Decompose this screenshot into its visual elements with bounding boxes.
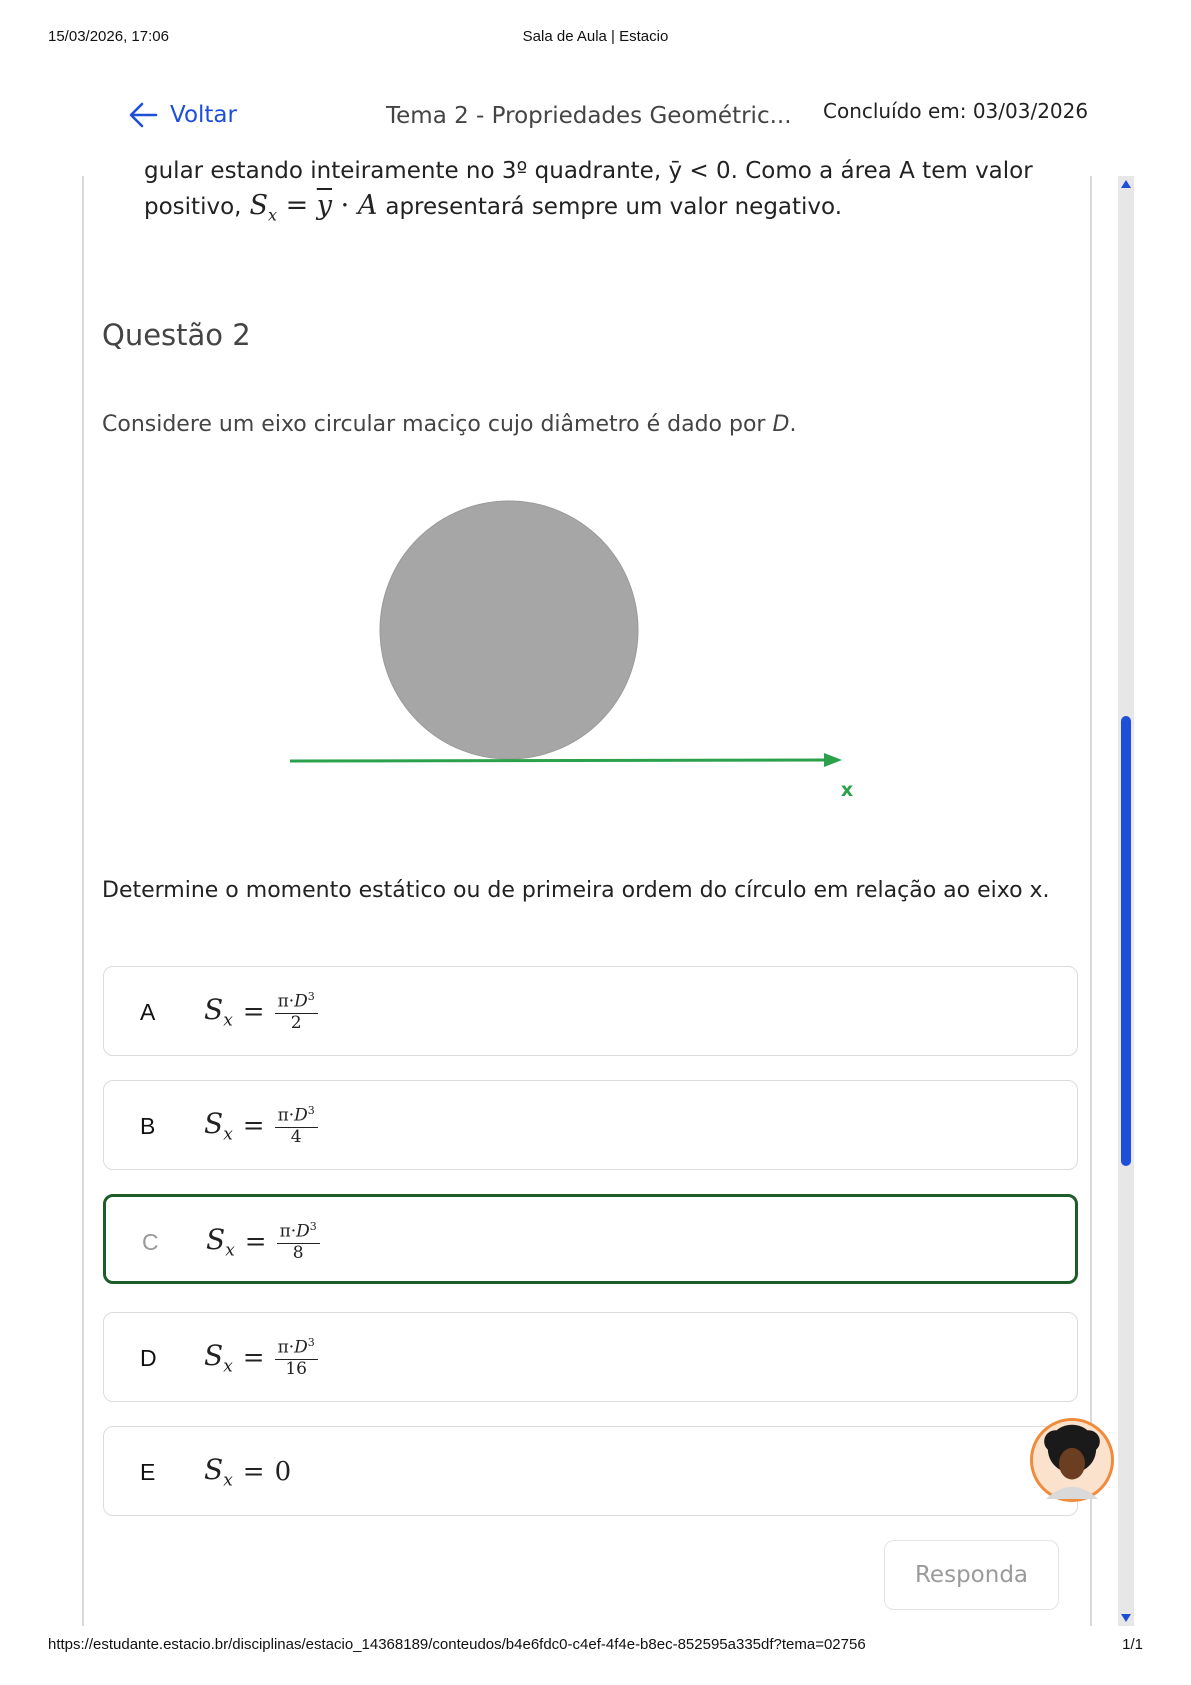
print-header	[48, 28, 1143, 50]
topic-title: Tema 2 - Propriedades Geométric...	[386, 103, 792, 129]
previous-answer-line-end: apresentará sempre um valor negativo.	[385, 194, 843, 220]
option-formula: $S_x$ = $\frac{\pi\cdot D^3}{8}$	[206, 1215, 320, 1269]
circle-on-axis-figure	[304, 496, 864, 816]
scroll-up-arrow-icon[interactable]	[1121, 180, 1131, 188]
option-formula: $S_x$ = $\frac{\pi\cdot D^3}{4}$	[204, 1099, 318, 1153]
completion-date: Concluído em: 03/03/2026	[823, 99, 1089, 123]
scroll-thumb[interactable]	[1121, 716, 1131, 1166]
option-a[interactable]	[103, 966, 1078, 1056]
content-panel	[82, 158, 1092, 1626]
person-avatar-icon	[1033, 1421, 1111, 1499]
question-statement: Considere um eixo circular maciço cujo diâmetro é dado por D.	[102, 412, 797, 437]
back-button-label: Voltar	[170, 102, 237, 128]
question-prompt: Determine o momento estático ou de primeira ordem do círculo em relação ao eixo x.	[102, 878, 1050, 903]
option-d[interactable]	[103, 1312, 1078, 1402]
answer-button[interactable]: Responda	[884, 1540, 1059, 1610]
option-letter: A	[140, 999, 156, 1025]
print-datetime: 15/03/2026, 17:06	[48, 28, 169, 45]
option-letter: C	[142, 1229, 159, 1255]
option-e[interactable]	[103, 1426, 1078, 1516]
option-letter: B	[140, 1113, 156, 1139]
x-axis-line	[290, 760, 828, 761]
option-letter: E	[140, 1459, 156, 1485]
assistant-avatar[interactable]	[1030, 1418, 1114, 1502]
arrow-left-icon	[128, 101, 158, 129]
option-formula: $S_x$ = $\frac{\pi\cdot D^3}{16}$	[204, 1331, 318, 1385]
option-letter: D	[140, 1345, 157, 1371]
previous-answer-clipped-line: gular estando inteiramente no 3º quadrante, ȳ < 0. Como a área A tem valor	[144, 158, 1033, 184]
print-footer	[48, 1636, 1143, 1658]
previous-answer-line	[144, 190, 842, 224]
back-button[interactable]	[128, 101, 237, 129]
print-page-title: Sala de Aula | Estacio	[522, 28, 669, 45]
print-url: https://estudante.estacio.br/disciplinas/estacio_14368189/conteudos/b4e6fdc0-c4ef-4f4e-b8ec-852595a335df?tema=02756	[48, 1636, 866, 1653]
solid-circle-shape	[380, 501, 638, 759]
print-page-number: 1/1	[1122, 1636, 1143, 1653]
vertical-scrollbar[interactable]	[1118, 176, 1134, 1626]
option-b[interactable]	[103, 1080, 1078, 1170]
question-title: Questão 2	[102, 318, 251, 352]
option-formula: $S_x$ = $\frac{\pi\cdot D^3}{2}$	[204, 985, 318, 1039]
top-bar	[0, 95, 1191, 139]
static-moment-formula: $S_x = \overline{y} \cdot A$	[249, 190, 378, 225]
x-axis-arrowhead	[824, 753, 842, 767]
x-axis-label: x	[840, 779, 854, 801]
previous-answer-line-start: positivo,	[144, 194, 242, 220]
scroll-down-arrow-icon[interactable]	[1121, 1614, 1131, 1622]
option-c-selected[interactable]	[103, 1194, 1078, 1284]
option-formula: $S_x$ = 0	[204, 1453, 292, 1491]
